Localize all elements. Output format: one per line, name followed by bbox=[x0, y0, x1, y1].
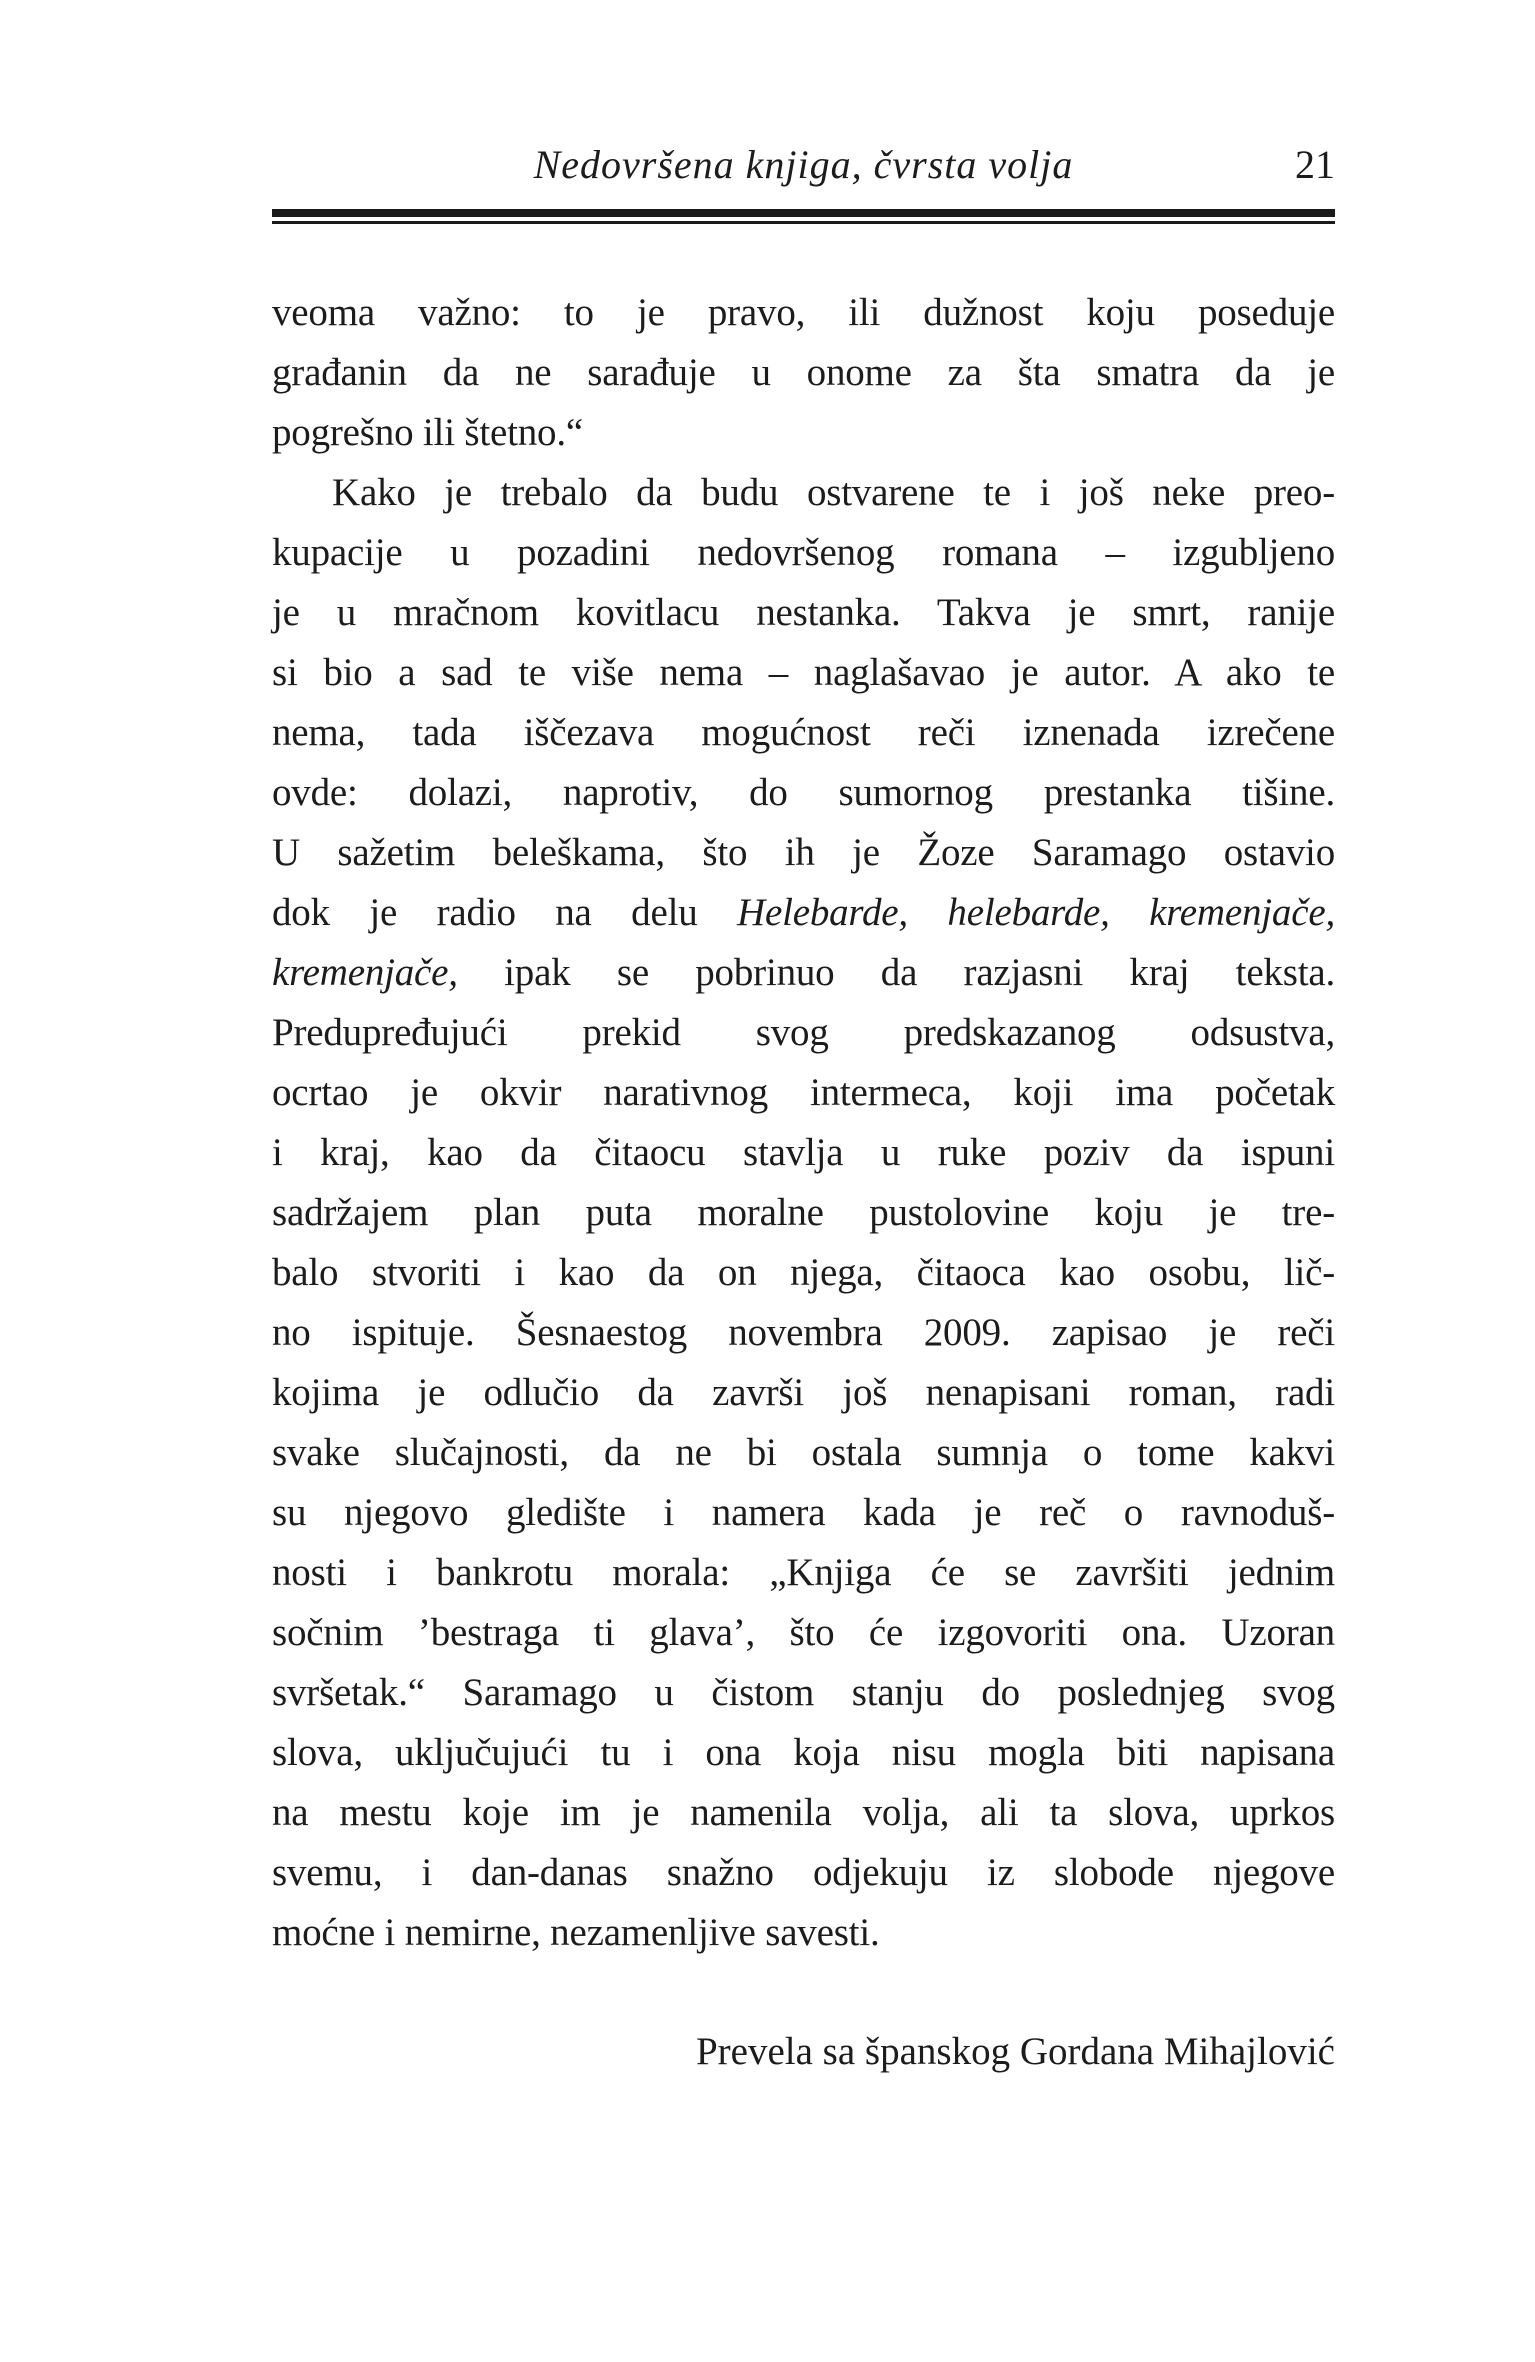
text-line: nosti i bankrotu morala: „Knjiga će se završiti jednim bbox=[272, 1551, 1335, 1594]
header-rule-thick bbox=[272, 209, 1335, 217]
text-line: sočnim ’bestraga ti glava’, što će izgovoriti ona. Uzoran bbox=[272, 1611, 1335, 1654]
text-line: sadržajem plan puta moralne pustolovine koju je tre- bbox=[272, 1191, 1335, 1234]
text-line: si bio a sad te više nema – naglašavao je autor. A ako te bbox=[272, 651, 1335, 694]
text-line: U sažetim beleškama, što ih je Žoze Saramago ostavio bbox=[272, 831, 1335, 874]
text-line: slova, uključujući tu i ona koja nisu mogla biti napisana bbox=[272, 1731, 1335, 1774]
header-rule-thin bbox=[272, 221, 1335, 224]
text-line: no ispituje. Šesnaestog novembra 2009. zapisao je reči bbox=[272, 1311, 1335, 1354]
text-line: građanin da ne sarađuje u onome za šta smatra da je bbox=[272, 351, 1335, 394]
text-line: svake slučajnosti, da ne bi ostala sumnja o tome kakvi bbox=[272, 1431, 1335, 1474]
text-line-paragraph-end: pogrešno ili štetno.“ bbox=[272, 411, 583, 454]
text-line: i kraj, kao da čitaocu stavlja u ruke poziv da ispuni bbox=[272, 1131, 1335, 1174]
text-line: ovde: dolazi, naprotiv, do sumornog prestanka tišine. bbox=[272, 771, 1335, 814]
book-title-italic: kremenjače, bbox=[272, 951, 458, 994]
body-text bbox=[272, 283, 1335, 1963]
text-line: je u mračnom kovitlacu nestanka. Takva je smrt, ranije bbox=[272, 591, 1335, 634]
text-line: ocrtao je okvir narativnog intermeca, koji ima početak bbox=[272, 1071, 1335, 1114]
text-line: su njegovo gledište i namera kada je reč o ravnoduš- bbox=[272, 1491, 1335, 1534]
running-header bbox=[272, 138, 1335, 192]
text-line bbox=[272, 943, 1335, 1003]
text-line-paragraph-end: moćne i nemirne, nezamenljive savesti. bbox=[272, 1911, 880, 1954]
text-line: nema, tada iščezava mogućnost reči iznenada izrečene bbox=[272, 711, 1335, 754]
running-header-title: Nedovršena knjiga, čvrsta volja bbox=[533, 142, 1074, 187]
text-line bbox=[272, 883, 1335, 943]
text-line-paragraph-start: Kako je trebalo da budu ostvarene te i još neke preo- bbox=[332, 471, 1335, 514]
translator-credit: Prevela sa španskog Gordana Mihajlović bbox=[695, 2030, 1335, 2073]
text-line: Predupređujući prekid svog predskazanog odsustva, bbox=[272, 1011, 1335, 1054]
text-line: balo stvoriti i kao da on njega, čitaoca kao osobu, lič- bbox=[272, 1251, 1335, 1294]
text-run: ipak se pobrinuo da razjasni kraj teksta. bbox=[457, 951, 1335, 994]
text-run: dok je radio na delu bbox=[272, 891, 738, 934]
text-line: svršetak.“ Saramago u čistom stanju do poslednjeg svog bbox=[272, 1671, 1335, 1714]
text-line: svemu, i dan-danas snažno odjekuju iz slobode njegove bbox=[272, 1851, 1335, 1894]
page-number: 21 bbox=[1295, 142, 1335, 187]
book-title-italic: Helebarde, helebarde, kremenjače, bbox=[737, 891, 1335, 934]
header-rule bbox=[272, 209, 1335, 224]
text-line: na mestu koje im je namenila volja, ali ta slova, uprkos bbox=[272, 1791, 1335, 1834]
text-line: kupacije u pozadini nedovršenog romana – izgubljeno bbox=[272, 531, 1335, 574]
text-line: veoma važno: to je pravo, ili dužnost koju poseduje bbox=[272, 291, 1335, 334]
text-line: kojima je odlučio da završi još nenapisani roman, radi bbox=[272, 1371, 1335, 1414]
